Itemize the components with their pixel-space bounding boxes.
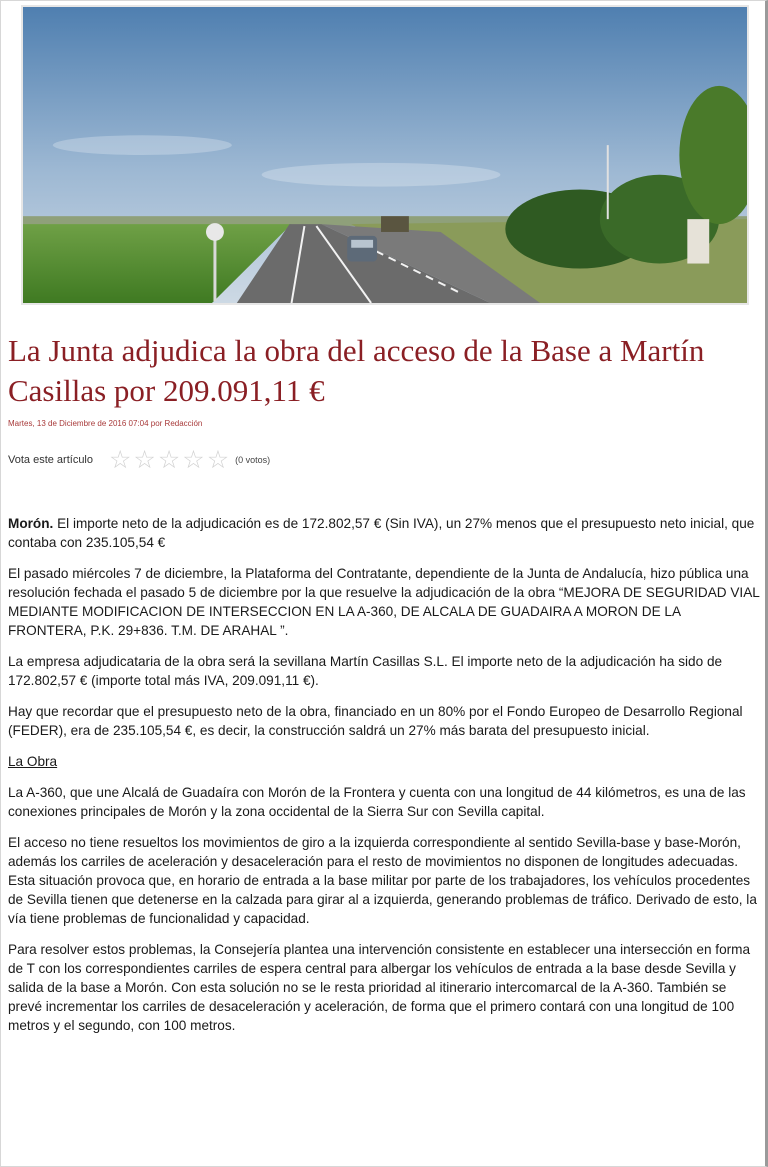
paragraph-4: Hay que recordar que el presupuesto neto de la obra, financiado en un 80% por el Fondo Europeo de Desarrollo Regional (FEDER), era de 235.105,54 €, es decir, la construcción saldrá un 27% más barata del presupuesto inicial. bbox=[8, 704, 743, 738]
paragraph-2: El pasado miércoles 7 de diciembre, la Plataforma del Contratante, dependiente de la Junta de Andalucía, hizo pública una resolución fechada el pasado 5 de diciembre por la que resuelve la adjudicación de la obra “MEJORA DE SEGURIDAD VIAL MEDIANTE MODIFICACION DE INTERSECCION EN LA A-360, DE ALCALA DE GUADAIRA A MORON DE LA FRONTERA, P.K. 29+836. T.M. DE ARAHAL ”. bbox=[8, 566, 760, 638]
star-icon-2[interactable]: ☆ bbox=[133, 445, 156, 474]
paragraph-5: La A-360, que une Alcalá de Guadaíra con Morón de la Frontera y cuenta con una longitud de 44 kilómetros, es una de las conexiones principales de Morón y la zona occidental de la Sierra Sur con Sevilla capital. bbox=[8, 785, 746, 819]
votes-count: (0 votos) bbox=[235, 455, 271, 465]
paragraph-6: El acceso no tiene resueltos los movimientos de giro a la izquierda correspondiente al sentido Sevilla-base y base-Morón, además los carriles de aceleración y desaceleración para el resto de movimientos no disponen de longitudes adecuadas. Esta situación provoca que, en horario de entrada a la base militar por parte de los trabajadores, los vehículos procedentes de Sevilla tienen que detenerse en la calzada para girar al a izquierda, generando problemas de tráfico. Derivado de esto, la vía tiene problemas de funcionalidad y capacidad. bbox=[8, 835, 757, 926]
star-icon-1[interactable]: ☆ bbox=[109, 445, 132, 474]
article-photo bbox=[21, 5, 749, 305]
article-title: La Junta adjudica la obra del acceso de la Base a Martín Casillas por 209.091,11 € bbox=[8, 333, 705, 408]
star-icon-5[interactable]: ☆ bbox=[206, 445, 230, 474]
lead-location: Morón. bbox=[8, 516, 54, 531]
article-body bbox=[8, 514, 760, 1047]
paragraph-3: La empresa adjudicataria de la obra será la sevillana Martín Casillas S.L. El importe neto de la adjudicación ha sido de 172.802,57 € (importe total más IVA, 209.091,11 €). bbox=[8, 654, 723, 688]
lead-text: El importe neto de la adjudicación es de 172.802,57 € (Sin IVA), un 27% menos que el presupuesto neto inicial, que contaba con 235.105,54 € bbox=[8, 516, 755, 550]
star-icon-4[interactable]: ☆ bbox=[182, 445, 205, 474]
paragraph-lead bbox=[8, 514, 760, 552]
paragraph-7: Para resolver estos problemas, la Consejería plantea una intervención consistente en establecer una intersección en forma de T con los correspondientes carriles de espera central para albergar los vehículos de entrada a la base desde Sevilla y salida de la base a Morón. Con esta solución no se le resta prioridad al itinerario intercomarcal de la A-360. También se prevé incrementar los carriles de desaceleración y aceleración, de forma que el primero contará con una longitud de 100 metros y el segundo, con 100 metros. bbox=[8, 942, 751, 1033]
vote-widget bbox=[8, 447, 270, 473]
star-icon-3[interactable]: ☆ bbox=[157, 445, 181, 474]
article-meta: Martes, 13 de Diciembre de 2016 07:04 por Redacción bbox=[8, 419, 203, 428]
road-scene-image bbox=[23, 7, 747, 303]
section-heading: La Obra bbox=[8, 754, 58, 769]
star-rating bbox=[109, 447, 229, 473]
vote-label: Vota este artículo bbox=[8, 454, 93, 466]
